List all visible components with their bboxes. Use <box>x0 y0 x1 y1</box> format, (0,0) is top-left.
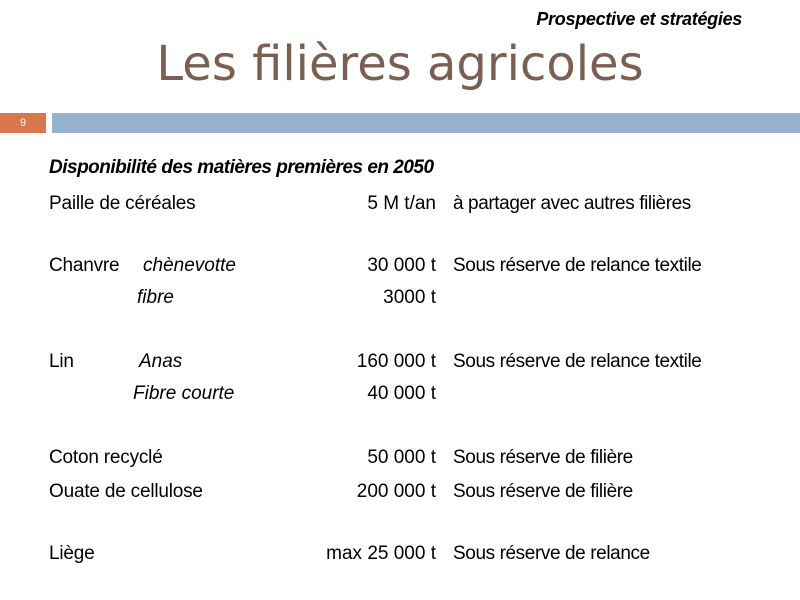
slide-title: Les filières agricoles <box>156 36 644 92</box>
row-quantity: 200 000 t <box>356 481 436 502</box>
row-quantity: 5 M t/an <box>367 193 436 214</box>
row-name: Liège <box>49 543 95 564</box>
row-name: Ouate de cellulose <box>49 481 203 502</box>
row-quantity: 30 000 t <box>367 255 436 276</box>
header-tag: Prospective et stratégies <box>536 9 742 29</box>
row-quantity: 3000 t <box>383 287 436 308</box>
row-subtype: fibre <box>137 287 174 308</box>
row-note: Sous réserve de filière <box>453 447 633 468</box>
row-quantity: 160 000 t <box>356 351 436 372</box>
table-row <box>0 287 800 311</box>
table-row <box>0 193 800 217</box>
row-quantity: 50 000 t <box>367 447 436 468</box>
slide-number: 9 <box>0 113 46 133</box>
row-note: Sous réserve de relance textile <box>453 351 702 372</box>
table-subtitle: Disponibilité des matières premières en 2050 <box>49 157 434 178</box>
row-subtype: chènevotte <box>143 255 236 276</box>
table-row <box>0 255 800 279</box>
row-name: Chanvre <box>49 255 120 276</box>
row-note: Sous réserve de relance textile <box>453 255 702 276</box>
title-bar <box>52 113 800 133</box>
row-name: Coton recyclé <box>49 447 163 468</box>
table-row <box>0 543 800 567</box>
row-subtype: Anas <box>139 351 183 372</box>
row-note: Sous réserve de relance <box>453 543 650 564</box>
row-note: Sous réserve de filière <box>453 481 633 502</box>
row-quantity: 40 000 t <box>367 383 436 404</box>
row-name: Paille de céréales <box>49 193 196 214</box>
row-note: à partager avec autres filières <box>453 193 691 214</box>
table-row <box>0 351 800 375</box>
row-subtype: Fibre courte <box>133 383 235 404</box>
row-quantity: max 25 000 t <box>326 543 436 564</box>
row-name: Lin <box>49 351 74 372</box>
table-row <box>0 383 800 407</box>
table-row <box>0 481 800 505</box>
table-row <box>0 447 800 471</box>
